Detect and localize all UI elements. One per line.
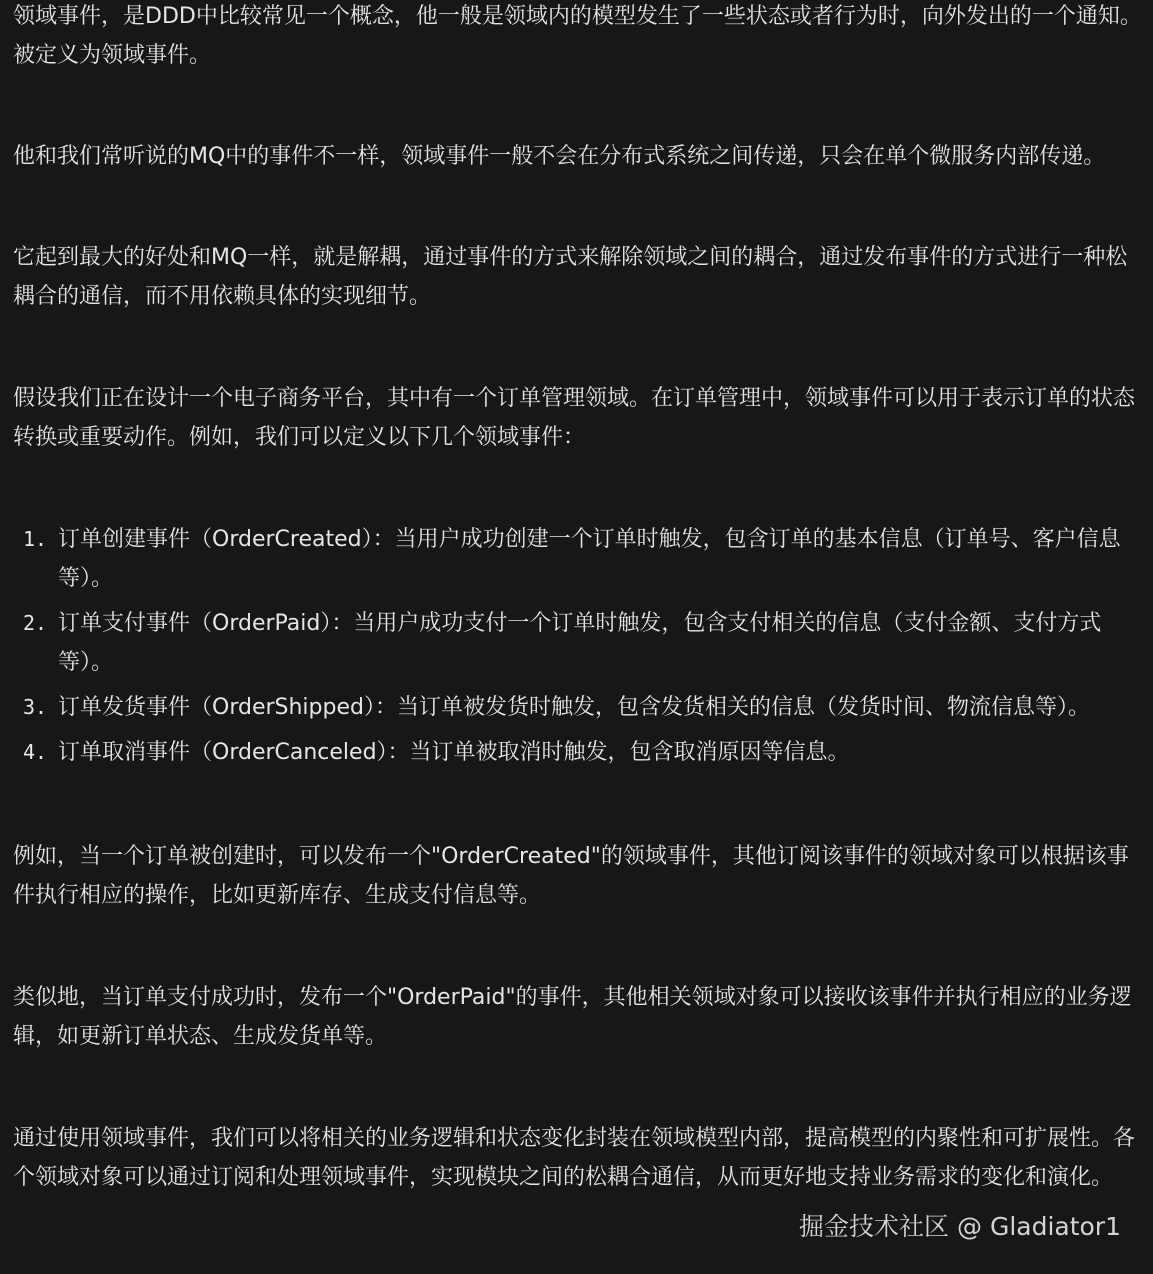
list-number: 1.	[23, 527, 48, 551]
list-number: 3.	[23, 695, 48, 719]
list-item	[23, 733, 1143, 772]
list-item	[23, 688, 1143, 727]
list-item	[23, 604, 1143, 682]
paragraph-ecommerce-example: 假设我们正在设计一个电子商务平台，其中有一个订单管理领域。在订单管理中，领域事件可以用于表示订单的状态转换或重要动作。例如，我们可以定义以下几个领域事件：	[13, 386, 1136, 450]
paragraph-mq-difference: 他和我们常听说的MQ中的事件不一样，领域事件一般不会在分布式系统之间传递，只会在单个微服务内部传递。	[13, 144, 1106, 169]
list-number: 2.	[23, 611, 48, 635]
list-item-text: 订单创建事件（OrderCreated）：当用户成功创建一个订单时触发，包含订单的基本信息（订单号、客户信息等）。	[58, 527, 1121, 591]
domain-events-list	[13, 520, 1143, 778]
paragraph-decoupling: 它起到最大的好处和MQ一样，就是解耦，通过事件的方式来解除领域之间的耦合，通过发布事件的方式进行一种松耦合的通信，而不用依赖具体的实现细节。	[13, 245, 1128, 309]
paragraph-order-paid: 类似地，当订单支付成功时，发布一个"OrderPaid"的事件，其他相关领域对象可以接收该事件并执行相应的业务逻辑，如更新订单状态、生成发货单等。	[13, 985, 1132, 1049]
list-number: 4.	[23, 740, 48, 764]
list-item-text: 订单发货事件（OrderShipped）：当订单被发货时触发，包含发货相关的信息（发货时间、物流信息等）。	[58, 695, 1090, 720]
list-item	[23, 520, 1143, 598]
watermark: 掘金技术社区 @ Gladiator1	[799, 1212, 1121, 1241]
list-item-text: 订单取消事件（OrderCanceled）：当订单被取消时触发，包含取消原因等信息。	[58, 740, 850, 765]
paragraph-order-created: 例如，当一个订单被创建时，可以发布一个"OrderCreated"的领域事件，其他订阅该事件的领域对象可以根据该事件执行相应的操作，比如更新库存、生成支付信息等。	[13, 844, 1129, 908]
paragraph-intro: 领域事件，是DDD中比较常见一个概念，他一般是领域内的模型发生了一些状态或者行为时，向外发出的一个通知。被定义为领域事件。	[13, 4, 1142, 68]
list-item-text: 订单支付事件（OrderPaid）：当用户成功支付一个订单时触发，包含支付相关的信息（支付金额、支付方式等）。	[58, 611, 1102, 675]
paragraph-conclusion: 通过使用领域事件，我们可以将相关的业务逻辑和状态变化封装在领域模型内部，提高模型的内聚性和可扩展性。各个领域对象可以通过订阅和处理领域事件，实现模块之间的松耦合通信，从而更好地支持业务需求的变化和演化。	[13, 1126, 1136, 1190]
